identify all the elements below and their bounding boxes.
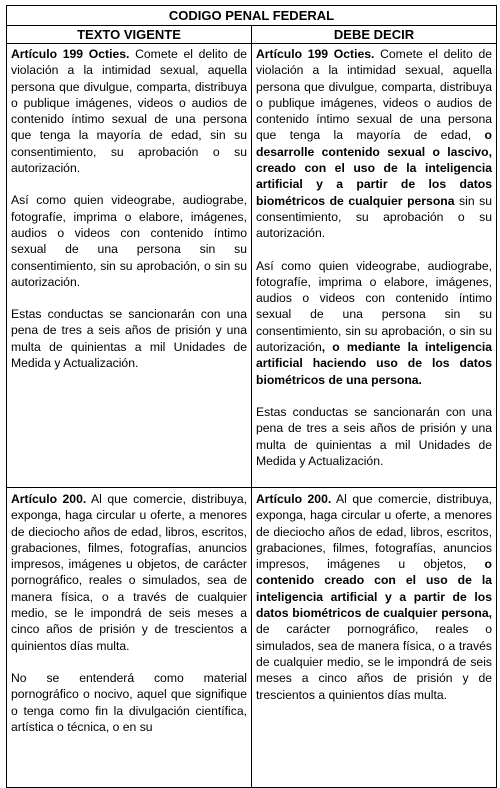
article-200-proposed-title: Artículo 200. bbox=[256, 492, 332, 506]
article-199-proposed-paragraph-3: Estas conductas se sancionarán con una pena de tres a seis años de prisión y una multa de quinientas a mil Unidades de Medida y Actualización. bbox=[256, 404, 493, 468]
article-200-current-paragraph-1 bbox=[11, 491, 247, 654]
article-200-proposed-paragraph-1 bbox=[256, 491, 492, 703]
article-199-current-cell bbox=[7, 44, 252, 488]
article-199-proposed-p2-text: Así como quien videograbe, audiograbe, fotografíe, imprima o elabore, imágenes, audios o videos con contenido íntimo sexual de una persona sin su consentimiento, sin su aprobación, o sin su autorización bbox=[256, 258, 493, 355]
article-200-title: Artículo 200. bbox=[11, 492, 87, 506]
article-199-proposed-addition: o desarrolle contenido sexual o lascivo, creado con el uso de la inteligencia artificial y a partir de los datos biométricos de cualquier persona bbox=[256, 128, 493, 208]
article-200-proposed-addition: o contenido creado con el uso de la inteligencia artificial y a partir de los datos biométricos de cualquier persona, bbox=[256, 557, 493, 621]
article-200-current-paragraph-2: No se entenderá como material pornográfico o nocivo, aquel que signifique o tenga como fin la divulgación científica, artística o técnica, o en su bbox=[11, 670, 247, 734]
article-199-proposed-title: Artículo 199 Octies. bbox=[256, 47, 375, 61]
article-199-title: Artículo 199 Octies. bbox=[11, 47, 130, 61]
article-200-proposed-text-a: Al que comercie, distribuya, exponga, haga circular u oferte, a menores de dieciocho años de edad, libros, escritos, grabaciones, filmes, fotografías, anuncios impresos, imágenes u objetos, bbox=[256, 492, 493, 572]
article-199-proposed-text-b: sin su consentimiento, su aprobación o su autorización. bbox=[256, 193, 493, 241]
article-199-current-text: Comete el delito de violación a la intimidad sexual, aquella persona que divulgue, comparta, distribuya o publique imágenes, videos o audios de contenido íntimo sexual de una persona que tenga la mayoría de edad, sin su consentimiento, su aprobación o su autorización. bbox=[11, 47, 248, 176]
article-199-proposed-text-a: Comete el delito de violación a la intimidad sexual, aquella persona que divulgue, comparta, distribuya o publique imágenes, videos o audios de contenido íntimo sexual de una persona que tenga la mayoría de edad, bbox=[256, 47, 493, 143]
article-200-proposed-cell bbox=[252, 488, 497, 788]
comparison-table bbox=[6, 5, 497, 788]
column-header-debe-decir: DEBE DECIR bbox=[252, 26, 497, 44]
article-200-proposed-text-b: de carácter pornográfico, reales o simulados, sea de manera física, o a través de cualquier medio, se le impondrá de seis meses a cinco años de prisión y de trescientos a quinientos días multa. bbox=[256, 622, 493, 702]
table-title: CODIGO PENAL FEDERAL bbox=[7, 6, 497, 26]
article-199-current-paragraph-2: Así como quien videograbe, audiograbe, fotografíe, imprima o elabore, imágenes, audios o videos con contenido íntimo sexual de una persona sin su consentimiento, sin su aprobación, o sin su autorización. bbox=[11, 193, 247, 289]
article-200-current-text: Al que comercie, distribuya, exponga, haga circular u oferte, a menores de dieciocho años de edad, libros, escritos, grabaciones, filmes, fotografías, anuncios impresos, imágenes u objetos, de carácter pornográfico, reales o simulados, sea de manera física, o a través de cualquier medio, se le impondrá de seis meses a cinco años de prisión y de trescientos a quinientos días multa. bbox=[11, 492, 247, 653]
article-199-current-paragraph-3: Estas conductas se sancionarán con una pena de tres a seis años de prisión y una multa de quinientas a mil Unidades de Medida y Actualización. bbox=[11, 307, 247, 371]
article-199-proposed-paragraph-2 bbox=[256, 258, 492, 388]
article-200-current-cell bbox=[7, 488, 252, 788]
article-199-proposed-paragraph-1 bbox=[256, 46, 492, 242]
article-199-proposed-cell bbox=[252, 44, 497, 488]
column-header-texto-vigente: TEXTO VIGENTE bbox=[7, 26, 252, 44]
article-199-current-paragraph-1 bbox=[11, 46, 247, 176]
article-199-proposed-p2-addition: , o mediante la inteligencia artificial haciendo uso de los datos biométricos de una persona. bbox=[256, 340, 493, 387]
